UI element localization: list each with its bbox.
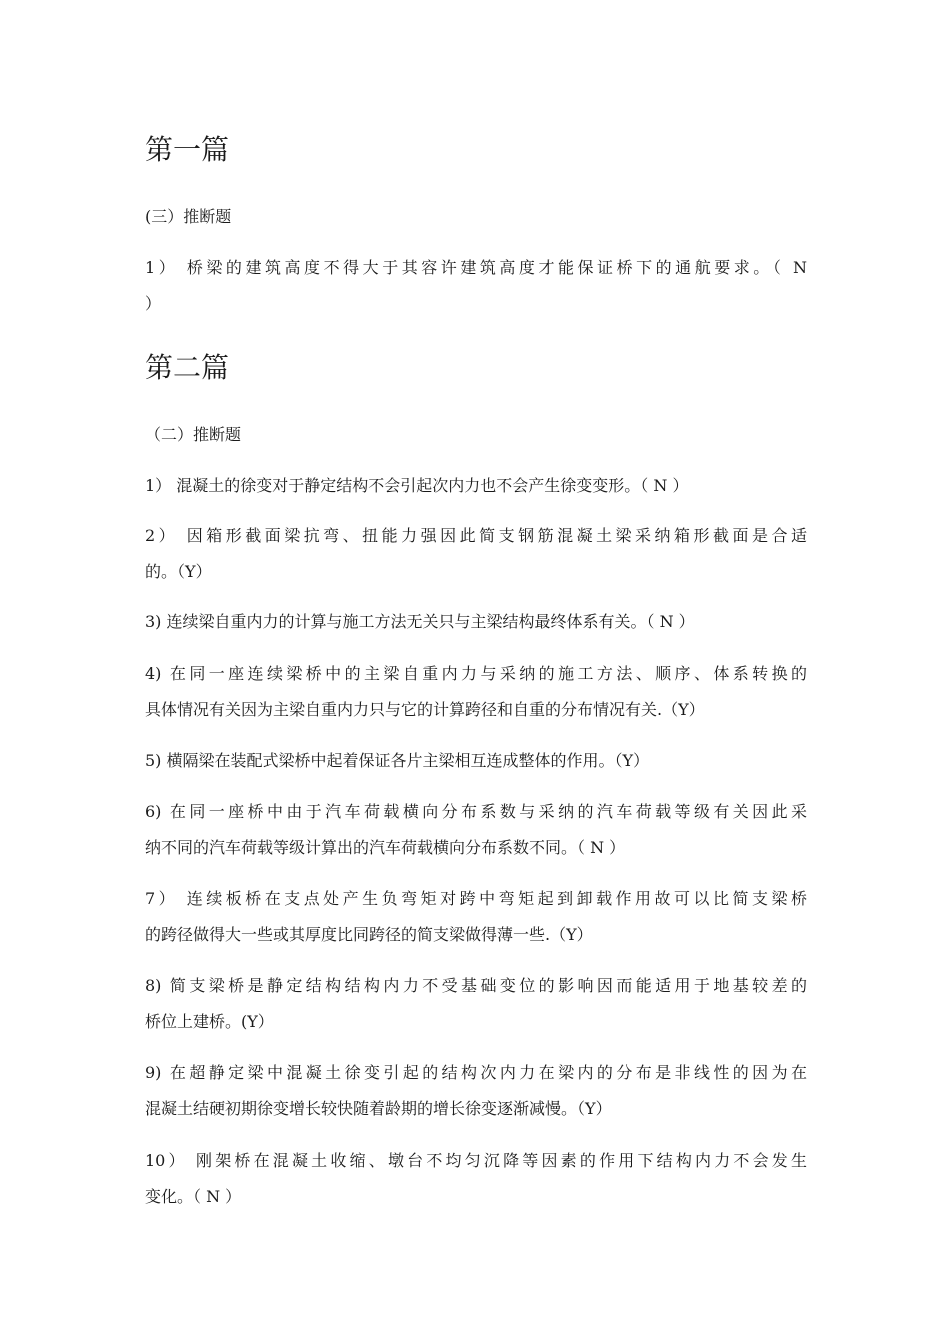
item-line: 6) 在同一座桥中由于汽车荷载横向分布系数与采纳的汽车荷载等级有关因此采 [145, 802, 807, 821]
item-line: 变化。（ N ） [145, 1187, 242, 1206]
section-2-item-4 [145, 656, 807, 728]
item-line: 5) 横隔梁在装配式梁桥中起着保证各片主梁相互连成整体的作用。（Y） [145, 751, 650, 770]
item-line: 8) 简支梁桥是静定结构结构内力不受基础变位的影响因而能适用于地基较差的 [145, 976, 807, 995]
item-line: 10） 刚架桥在混凝土收缩、墩台不均匀沉降等因素的作用下结构内力不会发生 [145, 1151, 807, 1170]
item-line: ） [145, 294, 162, 313]
item-line: 的。（Y） [145, 562, 212, 581]
item-line: 1） 混凝土的徐变对于静定结构不会引起次内力也不会产生徐变变形。（ N ） [145, 476, 689, 495]
section-1-title: 第一篇 [145, 133, 230, 166]
section-2-subtitle: （二）推断题 [145, 425, 242, 444]
item-line: 1） 桥梁的建筑高度不得大于其容许建筑高度才能保证桥下的通航要求。（ N [145, 258, 807, 277]
item-line: 2） 因箱形截面梁抗弯、扭能力强因此简支钢筋混凝土梁采纳箱形截面是合适 [145, 526, 807, 545]
section-2-item-7 [145, 881, 807, 953]
section-2-item-2 [145, 518, 807, 590]
item-line: 混凝土结硬初期徐变增长较快随着龄期的增长徐变逐渐减慢。（Y） [145, 1099, 612, 1118]
section-2-title: 第二篇 [145, 351, 230, 384]
section-1-subtitle: (三）推断题 [145, 207, 232, 226]
item-line: 具体情况有关因为主梁自重内力只与它的计算跨径和自重的分布情况有关.（Y） [145, 700, 705, 719]
item-line: 纳不同的汽车荷载等级计算出的汽车荷载横向分布系数不同。（ N ） [145, 838, 626, 857]
item-line: 7） 连续板桥在支点处产生负弯矩对跨中弯矩起到卸载作用故可以比简支梁桥 [145, 889, 807, 908]
section-2-item-8 [145, 968, 807, 1040]
section-2-item-1 [145, 468, 807, 504]
item-line: 9) 在超静定梁中混凝土徐变引起的结构次内力在梁内的分布是非线性的因为在 [145, 1063, 807, 1082]
section-2-item-10 [145, 1143, 807, 1215]
section-2-item-3 [145, 604, 807, 640]
item-line: 3) 连续梁自重内力的计算与施工方法无关只与主梁结构最终体系有关。（ N ） [145, 612, 695, 631]
item-line: 4) 在同一座连续梁桥中的主梁自重内力与采纳的施工方法、顺序、体系转换的 [145, 664, 807, 683]
section-1-item-1 [145, 250, 807, 322]
section-2-item-5 [145, 743, 807, 779]
section-2-item-9 [145, 1055, 807, 1127]
item-line: 的跨径做得大一些或其厚度比同跨径的简支梁做得薄一些.（Y） [145, 925, 593, 944]
item-line: 桥位上建桥。(Y） [145, 1012, 274, 1031]
section-2-item-6 [145, 794, 807, 866]
